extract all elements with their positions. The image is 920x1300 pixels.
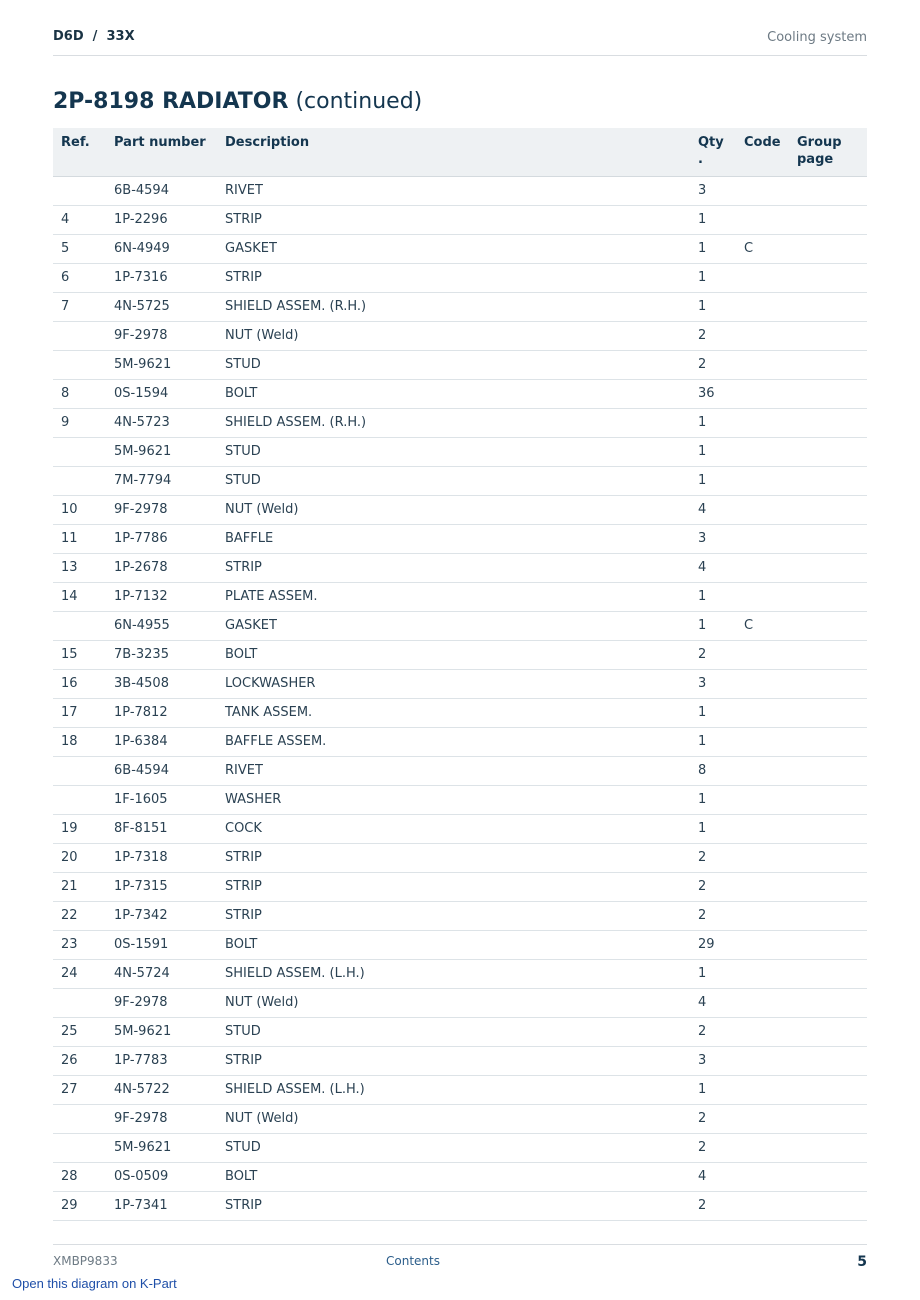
cell-description: NUT (Weld) (217, 989, 690, 1018)
cell-qty: 1 (690, 293, 736, 322)
cell-code (736, 293, 789, 322)
cell-part-number: 4N-5723 (106, 409, 217, 438)
table-row (53, 235, 867, 264)
table-row (53, 1047, 867, 1076)
cell-description: RIVET (217, 177, 690, 206)
cell-code (736, 699, 789, 728)
cell-qty: 2 (690, 322, 736, 351)
table-row (53, 1105, 867, 1134)
table-row (53, 641, 867, 670)
cell-qty: 1 (690, 786, 736, 815)
header-qty-line2: . (698, 152, 703, 167)
table-row (53, 1134, 867, 1163)
cell-part-number: 1P-6384 (106, 728, 217, 757)
cell-group-page (789, 844, 867, 873)
header-group-page (789, 128, 867, 177)
cell-qty: 1 (690, 1076, 736, 1105)
cell-code (736, 438, 789, 467)
document-id: XMBP9833 (53, 1254, 118, 1268)
cell-code (736, 641, 789, 670)
cell-code (736, 728, 789, 757)
table-row (53, 902, 867, 931)
cell-group-page (789, 699, 867, 728)
cell-group-page (789, 1163, 867, 1192)
cell-code (736, 873, 789, 902)
cell-qty: 1 (690, 235, 736, 264)
cell-qty: 36 (690, 380, 736, 409)
cell-ref: 18 (53, 728, 106, 757)
cell-qty: 1 (690, 467, 736, 496)
cell-group-page (789, 1105, 867, 1134)
cell-qty: 2 (690, 873, 736, 902)
cell-qty: 2 (690, 351, 736, 380)
cell-code (736, 264, 789, 293)
cell-ref: 20 (53, 844, 106, 873)
cell-code (736, 931, 789, 960)
table-row (53, 380, 867, 409)
cell-ref (53, 1134, 106, 1163)
cell-qty: 2 (690, 902, 736, 931)
cell-part-number: 1P-7132 (106, 583, 217, 612)
cell-code: C (736, 612, 789, 641)
page-title (53, 89, 422, 114)
cell-description: STUD (217, 1134, 690, 1163)
cell-part-number: 1P-2296 (106, 206, 217, 235)
parts-table-header (53, 128, 867, 177)
cell-part-number: 4N-5725 (106, 293, 217, 322)
table-row (53, 931, 867, 960)
header-row (53, 128, 867, 177)
cell-description: NUT (Weld) (217, 322, 690, 351)
cell-group-page (789, 1076, 867, 1105)
table-row (53, 409, 867, 438)
cell-qty: 1 (690, 438, 736, 467)
cell-group-page (789, 264, 867, 293)
cell-group-page (789, 786, 867, 815)
cell-ref: 29 (53, 1192, 106, 1221)
cell-code (736, 496, 789, 525)
cell-description: STUD (217, 467, 690, 496)
cell-ref: 26 (53, 1047, 106, 1076)
header-part-number: Part number (106, 128, 217, 177)
cell-description: COCK (217, 815, 690, 844)
cell-description: STRIP (217, 554, 690, 583)
cell-qty: 1 (690, 583, 736, 612)
cell-part-number: 6N-4949 (106, 235, 217, 264)
model-label: D6D / 33X (53, 29, 135, 44)
cell-code (736, 206, 789, 235)
cell-part-number: 6B-4594 (106, 177, 217, 206)
cell-ref: 5 (53, 235, 106, 264)
cell-group-page (789, 1192, 867, 1221)
cell-qty: 1 (690, 728, 736, 757)
cell-ref: 19 (53, 815, 106, 844)
cell-description: BOLT (217, 931, 690, 960)
cell-group-page (789, 206, 867, 235)
cell-qty: 2 (690, 1192, 736, 1221)
table-row (53, 1163, 867, 1192)
cell-group-page (789, 641, 867, 670)
table-row (53, 1018, 867, 1047)
cell-description: SHIELD ASSEM. (L.H.) (217, 1076, 690, 1105)
cell-code (736, 1134, 789, 1163)
cell-description: RIVET (217, 757, 690, 786)
cell-ref (53, 989, 106, 1018)
cell-ref (53, 438, 106, 467)
cell-ref: 11 (53, 525, 106, 554)
cell-qty: 3 (690, 177, 736, 206)
cell-part-number: 1P-7812 (106, 699, 217, 728)
cell-qty: 2 (690, 844, 736, 873)
cell-ref: 14 (53, 583, 106, 612)
table-row (53, 293, 867, 322)
cell-group-page (789, 1018, 867, 1047)
cell-description: STUD (217, 1018, 690, 1047)
cell-group-page (789, 467, 867, 496)
cell-ref: 27 (53, 1076, 106, 1105)
title-main: 2P-8198 RADIATOR (53, 89, 289, 114)
cell-description: STRIP (217, 1047, 690, 1076)
table-row (53, 322, 867, 351)
table-row (53, 612, 867, 641)
title-suffix: (continued) (295, 89, 423, 114)
cell-group-page (789, 902, 867, 931)
cell-code (736, 380, 789, 409)
cell-part-number: 1P-7783 (106, 1047, 217, 1076)
cell-group-page (789, 873, 867, 902)
cell-code (736, 902, 789, 931)
cell-group-page (789, 293, 867, 322)
table-row (53, 728, 867, 757)
cell-description: STUD (217, 351, 690, 380)
cell-ref (53, 612, 106, 641)
header-group-line2: page (797, 152, 834, 167)
cell-part-number: 1P-7318 (106, 844, 217, 873)
table-row (53, 583, 867, 612)
cell-ref: 22 (53, 902, 106, 931)
contents-link[interactable]: Contents (386, 1254, 440, 1268)
cell-part-number: 9F-2978 (106, 1105, 217, 1134)
header-qty-line1: Qty (698, 135, 724, 150)
cell-ref (53, 351, 106, 380)
header-qty (690, 128, 736, 177)
cell-description: LOCKWASHER (217, 670, 690, 699)
cell-qty: 8 (690, 757, 736, 786)
table-row (53, 815, 867, 844)
cell-part-number: 1F-1605 (106, 786, 217, 815)
cell-qty: 4 (690, 1163, 736, 1192)
cell-part-number: 9F-2978 (106, 322, 217, 351)
cell-code (736, 583, 789, 612)
header-ref: Ref. (53, 128, 106, 177)
cell-description: STRIP (217, 844, 690, 873)
cell-group-page (789, 351, 867, 380)
table-row (53, 699, 867, 728)
cell-description: NUT (Weld) (217, 496, 690, 525)
parts-table-body (53, 177, 867, 1221)
cell-ref: 9 (53, 409, 106, 438)
cell-code (736, 670, 789, 699)
cell-part-number: 0S-1594 (106, 380, 217, 409)
cell-qty: 1 (690, 699, 736, 728)
cell-qty: 1 (690, 409, 736, 438)
header-group-line1: Group (797, 135, 842, 150)
cell-ref (53, 757, 106, 786)
cell-description: SHIELD ASSEM. (L.H.) (217, 960, 690, 989)
cell-qty: 2 (690, 1105, 736, 1134)
cell-group-page (789, 989, 867, 1018)
table-row (53, 438, 867, 467)
cell-qty: 1 (690, 264, 736, 293)
table-row (53, 1192, 867, 1221)
table-row (53, 206, 867, 235)
cell-code: C (736, 235, 789, 264)
cell-description: NUT (Weld) (217, 1105, 690, 1134)
cell-qty: 1 (690, 206, 736, 235)
cell-description: BAFFLE (217, 525, 690, 554)
page-number: 5 (857, 1254, 867, 1270)
cell-group-page (789, 380, 867, 409)
cell-description: STRIP (217, 902, 690, 931)
cell-part-number: 4N-5724 (106, 960, 217, 989)
cell-description: BOLT (217, 380, 690, 409)
cell-code (736, 322, 789, 351)
cell-description: STUD (217, 438, 690, 467)
cell-qty: 2 (690, 1018, 736, 1047)
cell-part-number: 6B-4594 (106, 757, 217, 786)
cell-part-number: 9F-2978 (106, 989, 217, 1018)
cell-part-number: 1P-7316 (106, 264, 217, 293)
cell-group-page (789, 1134, 867, 1163)
table-row (53, 554, 867, 583)
cell-ref: 23 (53, 931, 106, 960)
cell-group-page (789, 322, 867, 351)
cell-ref (53, 1105, 106, 1134)
cell-code (736, 757, 789, 786)
cell-description: STRIP (217, 873, 690, 902)
cell-code (736, 786, 789, 815)
cell-description: BAFFLE ASSEM. (217, 728, 690, 757)
table-row (53, 670, 867, 699)
cell-ref: 21 (53, 873, 106, 902)
table-row (53, 177, 867, 206)
page-header (53, 29, 867, 56)
cell-ref: 13 (53, 554, 106, 583)
cell-description: GASKET (217, 235, 690, 264)
table-row (53, 757, 867, 786)
cell-code (736, 1047, 789, 1076)
kpart-diagram-link[interactable]: Open this diagram on K-Part (12, 1276, 177, 1291)
cell-qty: 3 (690, 1047, 736, 1076)
section-label: Cooling system (767, 30, 867, 45)
cell-description: BOLT (217, 1163, 690, 1192)
cell-ref: 8 (53, 380, 106, 409)
cell-qty: 1 (690, 612, 736, 641)
cell-qty: 2 (690, 641, 736, 670)
table-row (53, 351, 867, 380)
cell-code (736, 1076, 789, 1105)
cell-ref: 17 (53, 699, 106, 728)
cell-code (736, 1192, 789, 1221)
cell-qty: 4 (690, 989, 736, 1018)
cell-description: PLATE ASSEM. (217, 583, 690, 612)
cell-description: STRIP (217, 206, 690, 235)
cell-group-page (789, 757, 867, 786)
cell-qty: 3 (690, 670, 736, 699)
cell-code (736, 409, 789, 438)
cell-code (736, 815, 789, 844)
cell-group-page (789, 960, 867, 989)
cell-part-number: 8F-8151 (106, 815, 217, 844)
cell-part-number: 5M-9621 (106, 351, 217, 380)
header-code: Code (736, 128, 789, 177)
cell-qty: 1 (690, 960, 736, 989)
cell-qty: 4 (690, 554, 736, 583)
cell-part-number: 0S-0509 (106, 1163, 217, 1192)
cell-group-page (789, 235, 867, 264)
cell-group-page (789, 815, 867, 844)
page-footer (53, 1244, 867, 1270)
cell-description: SHIELD ASSEM. (R.H.) (217, 293, 690, 322)
cell-code (736, 467, 789, 496)
cell-ref: 15 (53, 641, 106, 670)
cell-code (736, 960, 789, 989)
cell-part-number: 1P-7341 (106, 1192, 217, 1221)
cell-part-number: 5M-9621 (106, 1134, 217, 1163)
table-row (53, 467, 867, 496)
cell-qty: 2 (690, 1134, 736, 1163)
cell-ref: 6 (53, 264, 106, 293)
cell-part-number: 1P-2678 (106, 554, 217, 583)
table-row (53, 525, 867, 554)
table-row (53, 873, 867, 902)
cell-ref: 4 (53, 206, 106, 235)
cell-description: BOLT (217, 641, 690, 670)
header-description: Description (217, 128, 690, 177)
cell-code (736, 525, 789, 554)
cell-description: GASKET (217, 612, 690, 641)
cell-group-page (789, 1047, 867, 1076)
cell-group-page (789, 554, 867, 583)
cell-description: STRIP (217, 1192, 690, 1221)
cell-ref: 28 (53, 1163, 106, 1192)
cell-part-number: 9F-2978 (106, 496, 217, 525)
cell-code (736, 177, 789, 206)
cell-group-page (789, 931, 867, 960)
cell-group-page (789, 496, 867, 525)
cell-description: TANK ASSEM. (217, 699, 690, 728)
table-row (53, 960, 867, 989)
cell-code (736, 989, 789, 1018)
cell-qty: 3 (690, 525, 736, 554)
table-row (53, 264, 867, 293)
cell-ref: 25 (53, 1018, 106, 1047)
cell-part-number: 5M-9621 (106, 1018, 217, 1047)
cell-ref (53, 786, 106, 815)
cell-code (736, 1018, 789, 1047)
cell-part-number: 7M-7794 (106, 467, 217, 496)
cell-ref: 16 (53, 670, 106, 699)
table-row (53, 496, 867, 525)
table-row (53, 989, 867, 1018)
cell-description: WASHER (217, 786, 690, 815)
cell-group-page (789, 612, 867, 641)
cell-group-page (789, 525, 867, 554)
cell-ref (53, 177, 106, 206)
cell-part-number: 6N-4955 (106, 612, 217, 641)
cell-ref: 7 (53, 293, 106, 322)
cell-part-number: 4N-5722 (106, 1076, 217, 1105)
cell-description: STRIP (217, 264, 690, 293)
cell-qty: 1 (690, 815, 736, 844)
cell-part-number: 7B-3235 (106, 641, 217, 670)
cell-group-page (789, 409, 867, 438)
cell-ref (53, 322, 106, 351)
cell-ref: 10 (53, 496, 106, 525)
cell-part-number: 1P-7342 (106, 902, 217, 931)
cell-qty: 29 (690, 931, 736, 960)
cell-code (736, 351, 789, 380)
cell-code (736, 1163, 789, 1192)
parts-table (53, 128, 867, 1221)
cell-part-number: 3B-4508 (106, 670, 217, 699)
cell-group-page (789, 438, 867, 467)
cell-part-number: 1P-7315 (106, 873, 217, 902)
table-row (53, 844, 867, 873)
cell-part-number: 0S-1591 (106, 931, 217, 960)
cell-code (736, 844, 789, 873)
cell-ref (53, 467, 106, 496)
cell-group-page (789, 583, 867, 612)
cell-qty: 4 (690, 496, 736, 525)
table-row (53, 786, 867, 815)
cell-code (736, 554, 789, 583)
cell-part-number: 1P-7786 (106, 525, 217, 554)
cell-part-number: 5M-9621 (106, 438, 217, 467)
cell-ref: 24 (53, 960, 106, 989)
cell-group-page (789, 670, 867, 699)
cell-code (736, 1105, 789, 1134)
cell-group-page (789, 728, 867, 757)
cell-group-page (789, 177, 867, 206)
cell-description: SHIELD ASSEM. (R.H.) (217, 409, 690, 438)
table-row (53, 1076, 867, 1105)
